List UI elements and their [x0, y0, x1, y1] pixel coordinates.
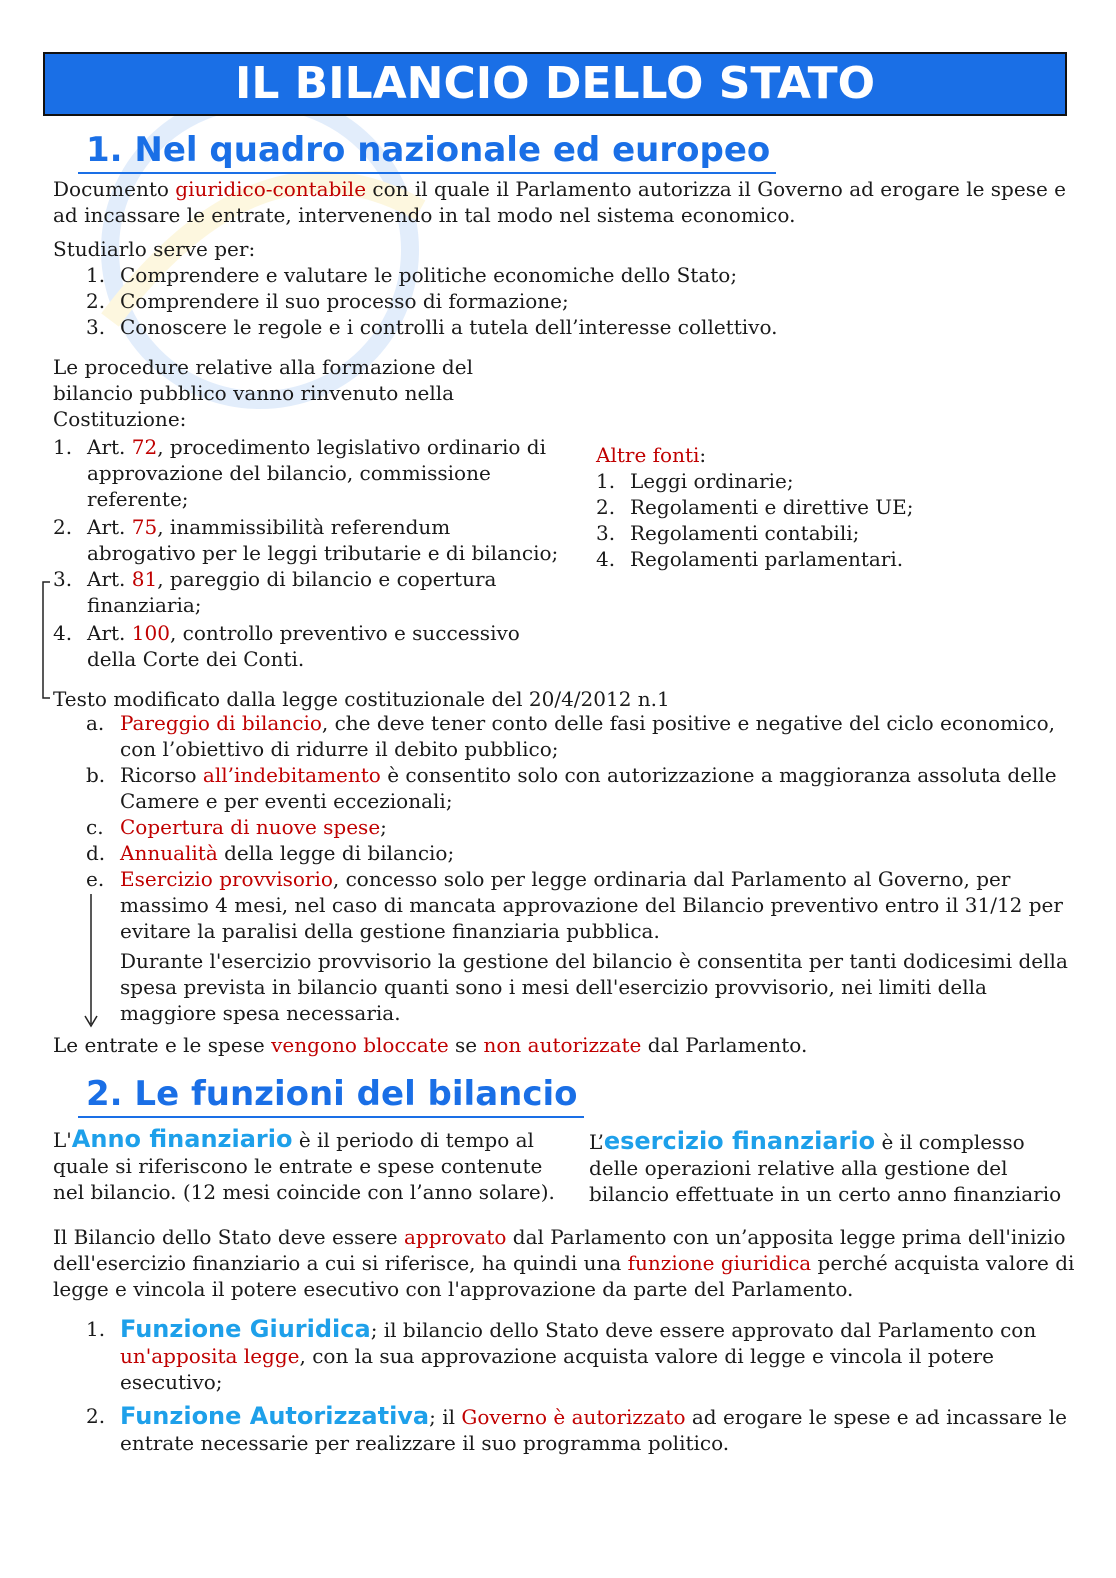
list-item	[596, 520, 1076, 546]
approval-highlight: funzione giuridica	[627, 1251, 812, 1275]
list-item	[86, 840, 1076, 866]
blocked-text: Le entrate e le spese	[53, 1033, 272, 1057]
title-banner	[43, 52, 1067, 116]
intro-text: Documento	[53, 177, 176, 201]
letter-text: della legge di bilancio;	[217, 841, 455, 865]
list-item	[53, 514, 563, 566]
list-number: 1.	[596, 469, 616, 493]
anno-prefix: L'	[53, 1128, 72, 1152]
list-item	[596, 468, 1076, 494]
approval-text: dal Parlamento con un’apposita legge prima dell'inizio dell'esercizio finanziario a cui si riferisce, ha quindi una	[53, 1225, 1066, 1275]
approval-text: Il Bilancio dello Stato deve essere	[53, 1225, 404, 1249]
article-text: , pareggio di bilancio e copertura finanziaria;	[87, 567, 497, 617]
approval-text: perché acquista valore di legge e vincola il potere esecutivo con l'approvazione da parte del Parlamento.	[53, 1251, 1075, 1301]
procedures-paragraph: Le procedure relative alla formazione del bilancio pubblico vanno rinvenuto nella Costituzione:	[53, 355, 473, 431]
list-number: 1.	[53, 435, 73, 459]
list-number: 3.	[596, 521, 616, 545]
approval-paragraph	[53, 1224, 1083, 1302]
list-item	[86, 314, 1086, 340]
functions-list	[86, 1316, 1076, 1456]
list-text: Comprendere e valutare le politiche economiche dello Stato;	[120, 263, 738, 287]
article-number: 100	[131, 621, 170, 645]
list-text: Regolamenti parlamentari.	[630, 547, 904, 571]
letter-highlight: Pareggio di bilancio	[120, 711, 322, 735]
list-item	[596, 546, 1076, 572]
letter-text: ;	[380, 815, 387, 839]
esercizio-finanziario-paragraph	[589, 1128, 1079, 1207]
section-1-heading: 1. Nel quadro nazionale ed europeo	[78, 130, 776, 174]
function-text: ; il bilancio dello Stato deve essere approvato dal Parlamento con	[370, 1318, 1037, 1342]
article-number: 75	[131, 515, 158, 539]
letter-prefix: Ricorso	[120, 763, 203, 787]
function-term: Funzione Autorizzativa	[120, 1402, 430, 1430]
list-item	[86, 814, 1076, 840]
study-list	[86, 262, 1086, 340]
article-prefix: Art.	[87, 435, 132, 459]
list-letter: b.	[86, 763, 106, 787]
anno-finanziario-paragraph	[53, 1126, 563, 1205]
list-number: 4.	[596, 547, 616, 571]
other-sources-label: Altre fonti	[596, 443, 700, 467]
section-2-heading: 2. Le funzioni del bilancio	[78, 1074, 584, 1118]
esercizio-term: esercizio finanziario	[603, 1127, 876, 1155]
modified-text: Testo modificato dalla legge costituzionale del 20/4/2012 n.1	[53, 687, 670, 711]
list-number: 1.	[86, 263, 106, 287]
function-text: ; il	[429, 1405, 462, 1429]
list-number: 3.	[86, 315, 106, 339]
study-lead: Studiarlo serve per:	[53, 237, 256, 261]
list-item	[596, 494, 1076, 520]
letter-highlight: Copertura di nuove spese	[120, 815, 381, 839]
list-item	[53, 566, 563, 618]
blocked-highlight: non autorizzate	[483, 1033, 642, 1057]
function-highlight: un'apposita legge	[120, 1344, 300, 1368]
anno-term: Anno finanziario	[71, 1125, 293, 1153]
list-item	[86, 1316, 1076, 1395]
list-text: Conoscere le regole e i controlli a tutela dell’interesse collettivo.	[120, 315, 778, 339]
articles-list	[53, 434, 563, 672]
list-number: 2.	[86, 1404, 106, 1428]
esercizio-text: è il complesso delle operazioni relative alla gestione del bilancio effettuate in un certo anno finanziario	[589, 1130, 1062, 1206]
letter-text: , che deve tener conto delle fasi positive e negative del ciclo economico, con l’obiettivo di ridurre il debito pubblico;	[120, 711, 1055, 761]
other-sources-box	[596, 442, 1076, 572]
list-number: 2.	[596, 495, 616, 519]
list-text: Leggi ordinarie;	[630, 469, 794, 493]
intro-text: con il quale il Parlamento autorizza il Governo ad erogare le spese e ad incassare le entrate, intervenendo in tal modo nel sistema economico.	[53, 177, 1066, 227]
approval-highlight: approvato	[403, 1225, 507, 1249]
list-text: Regolamenti contabili;	[630, 521, 860, 545]
list-item	[86, 1403, 1076, 1456]
article-text: , controllo preventivo e successivo della Corte dei Conti.	[87, 621, 520, 671]
anno-text: è il periodo di tempo al quale si riferiscono le entrate e spese contenute nel bilancio. (12 mesi coincide con l’anno solare).	[53, 1128, 555, 1204]
list-item	[86, 762, 1076, 814]
list-letter: e.	[86, 867, 105, 891]
blocked-highlight: vengono bloccate	[271, 1033, 449, 1057]
list-number: 1.	[86, 1317, 106, 1341]
article-prefix: Art.	[87, 515, 132, 539]
bracket-connector	[38, 580, 52, 702]
letter-text: è consentito solo con autorizzazione a maggioranza assoluta delle Camere e per eventi eccezionali;	[120, 763, 1057, 813]
letter-highlight: Esercizio provvisorio	[120, 867, 333, 891]
article-prefix: Art.	[87, 567, 132, 591]
blocked-paragraph	[53, 1032, 1083, 1058]
list-item	[53, 620, 563, 672]
list-number: 2.	[86, 289, 106, 313]
function-term: Funzione Giuridica	[120, 1315, 371, 1343]
intro-highlight: giuridico-contabile	[175, 177, 367, 201]
esercizio-prefix: L’	[589, 1130, 604, 1154]
intro-paragraph	[53, 176, 1073, 228]
list-number: 2.	[53, 515, 73, 539]
article-prefix: Art.	[87, 621, 132, 645]
list-text: Comprendere il suo processo di formazione;	[120, 289, 569, 313]
provisional-note: Durante l'esercizio provvisorio la gestione del bilancio è consentita per tanti dodicesimi della spesa prevista in bilancio quanti sono i mesi dell'esercizio provvisorio, nei limiti della maggiore spesa necessaria.	[120, 949, 1068, 1025]
article-number: 81	[131, 567, 158, 591]
list-item	[53, 434, 563, 512]
list-item	[86, 866, 1076, 944]
letters-list	[86, 710, 1076, 944]
letter-text: , concesso solo per legge ordinaria dal Parlamento al Governo, per massimo 4 mesi, nel caso di mancata approvazione del Bilancio preventivo entro il 31/12 per evitare la paralisi della gestione finanziaria pubblica.	[120, 867, 1063, 943]
other-sources-heading	[596, 442, 1076, 468]
list-item	[86, 288, 1086, 314]
list-number: 3.	[53, 567, 73, 591]
function-text: ad erogare le spese e ad incassare le entrate necessarie per realizzare il suo programma politico.	[120, 1405, 1067, 1455]
article-text: , inammissibilità referendum abrogativo per le leggi tributarie e di bilancio;	[87, 515, 559, 565]
down-arrow-icon	[82, 892, 100, 1032]
page-title: IL BILANCIO DELLO STATO	[234, 58, 876, 109]
list-text: Regolamenti e direttive UE;	[630, 495, 914, 519]
other-sources-list	[596, 468, 1076, 572]
function-text: , con la sua approvazione acquista valore di legge e vincola il potere esecutivo;	[120, 1344, 994, 1394]
list-letter: c.	[86, 815, 104, 839]
letter-highlight: Annualità	[120, 841, 218, 865]
list-letter: a.	[86, 711, 105, 735]
list-letter: d.	[86, 841, 106, 865]
article-text: , procedimento legislativo ordinario di approvazione del bilancio, commissione referente;	[87, 435, 546, 511]
other-sources-colon: :	[699, 443, 707, 467]
blocked-text: se	[448, 1033, 484, 1057]
letter-highlight: all’indebitamento	[202, 763, 381, 787]
function-highlight: Governo è autorizzato	[461, 1405, 686, 1429]
list-item	[86, 262, 1086, 288]
blocked-text: dal Parlamento.	[641, 1033, 808, 1057]
article-number: 72	[131, 435, 158, 459]
list-number: 4.	[53, 621, 73, 645]
list-item	[86, 710, 1076, 762]
